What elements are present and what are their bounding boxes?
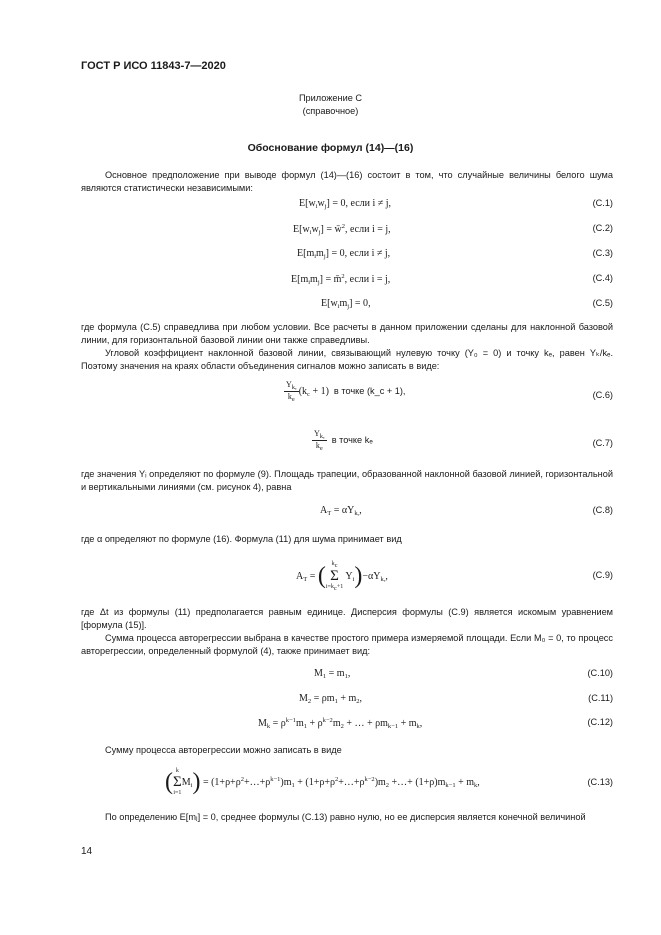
eq-c9-cond: , xyxy=(385,570,388,582)
eq-c4-number: (C.4) xyxy=(592,273,613,283)
eq-c2-cond: , если i = j, xyxy=(344,224,391,235)
eq-c5-number: (C.5) xyxy=(592,298,613,308)
eq-c6-number: (C.6) xyxy=(592,390,613,400)
eq-c3-number: (C.3) xyxy=(592,248,613,258)
equation-c8: $A_T = \alpha Y_{k_e}$, (C.8) xyxy=(320,505,613,517)
equation-c7: $\frac{Y_{k_e}}{k_e}$ в точке kₑ (C.7) xyxy=(314,429,613,452)
equation-c3: $E[m_im_j] = 0$, если i ≠ j, (C.3) xyxy=(297,248,613,260)
eq-c13-cond: , xyxy=(477,776,480,788)
eq-c7-cond: в точке kₑ xyxy=(331,434,373,445)
equation-c6: $\frac{Y_{k_e}}{k_e}$ $(k_c + 1)$ в точке (k_c + 1), (C.6) xyxy=(286,380,613,403)
document-header: ГОСТ Р ИСО 11843-7—2020 xyxy=(81,60,226,72)
equation-c9: $A_T$ = ( kc Σ i=kc+1 $Y_i)-\alpha Y_{k_e}$, (C.9) xyxy=(296,561,613,592)
equation-c11: $M_2 = \rho m_1 + m_2$, (C.11) xyxy=(299,693,613,705)
eq-c11-cond: , xyxy=(359,693,362,704)
equation-c1: $E[w_iw_j] = 0$, если i ≠ j, (C.1) xyxy=(299,198,613,210)
eq-c11-number: (C.11) xyxy=(588,693,613,703)
paragraph-2: где формула (С.5) справедлива при любом условии. Все расчеты в данном приложении сделаны для наклонной базовой линии, для горизонтальной базовой линии они также справедливы. xyxy=(81,322,613,345)
paragraph-3: Угловой коэффициент наклонной базовой линии, связывающий нулевую точку (Y₀ = 0) и точку kₑ, равен Yₖ/kₑ. Поэтому значения на краях области объединения сигналов можно записать в виде: xyxy=(81,348,613,371)
eq-c12-cond: , xyxy=(419,718,423,729)
paragraph-6: где Δt из формулы (11) предполагается равным единице. Дисперсия формулы (С.9) является искомым уравнением [формула (15)]. xyxy=(81,607,613,630)
eq-c12-number: (C.12) xyxy=(587,717,613,727)
paragraph-5: где α определяют по формуле (16). Формула (11) для шума принимает вид xyxy=(81,534,402,544)
paragraph-4: где значения Yᵢ определяют по формуле (9). Площадь трапеции, образованной наклонной базовой линией, горизонтальной и вертикальными линиями (см. рисунок 4), равна xyxy=(81,469,613,492)
appendix-title: Приложение С xyxy=(298,93,363,103)
equation-c5: $E[w_im_j] = 0$, (C.5) xyxy=(321,298,613,310)
eq-c1-number: (C.1) xyxy=(592,198,613,208)
eq-c8-cond: , xyxy=(359,505,362,516)
equation-c12: $M_k = \rho^{k-1}m_1 + \rho^{k-2}m_2$ + … + $\rho m_{k-1} + m_k$, (C.12) xyxy=(258,717,613,730)
eq-c8-number: (C.8) xyxy=(592,505,613,515)
eq-c3-cond: , если i ≠ j, xyxy=(344,248,391,259)
equation-c2: $E[w_iw_j]$ = w̄$^2$, если i = j, (C.2) xyxy=(293,223,613,236)
equation-c13: ( k Σ $i=1M_i$) = $(1+\rho+\rho^2+\dots+\rho^{k-1})m_1$ + $(1+\rho+\rho^2+\dots+\rho^{k-2})m_2$ +…+ $(1+\rho)m_{k-1} + m_k$, (C.13) xyxy=(165,768,613,796)
eq-c1-cond: , если i ≠ j, xyxy=(345,198,392,209)
appendix-subtitle: (справочное) xyxy=(302,106,359,116)
eq-c10-cond: , xyxy=(347,668,351,679)
eq-c9-number: (C.9) xyxy=(592,570,613,580)
eq-c10-number: (C.10) xyxy=(587,668,613,678)
equation-c10: $M_1 = m_1$, (C.10) xyxy=(314,668,613,680)
eq-c2-number: (C.2) xyxy=(592,223,613,233)
paragraph-8: Сумму процесса авторегрессии можно записать в виде xyxy=(105,745,342,755)
section-title: Обоснование формул (14)—(16) xyxy=(247,142,414,154)
paragraph-7: Сумма процесса авторегрессии выбрана в качестве простого примера измеряемой площади. Если M₀ = 0, то процесс авторегрессии, определенный формулой (4), также принимает вид: xyxy=(81,633,613,656)
paragraph-1: Основное предположение при выводе формул (14)—(16) состоит в том, что случайные величины белого шума являются статистически независимыми: xyxy=(81,170,613,193)
eq-c13-number: (C.13) xyxy=(587,777,613,787)
paragraph-9: По определению E[mⱼ] = 0, среднее формулы (С.13) равно нулю, но ее дисперсия является конечной величиной xyxy=(105,812,586,822)
eq-c6-cond: в точке (k_c + 1), xyxy=(333,385,406,396)
page-number: 14 xyxy=(81,846,93,857)
eq-c5-cond: , xyxy=(368,298,371,309)
eq-c4-cond: , если i = j, xyxy=(344,274,391,285)
eq-c7-number: (C.7) xyxy=(592,438,613,448)
equation-c4: $E[m_im_j]$ = m̄$^2$, если i = j, (C.4) xyxy=(291,273,613,286)
